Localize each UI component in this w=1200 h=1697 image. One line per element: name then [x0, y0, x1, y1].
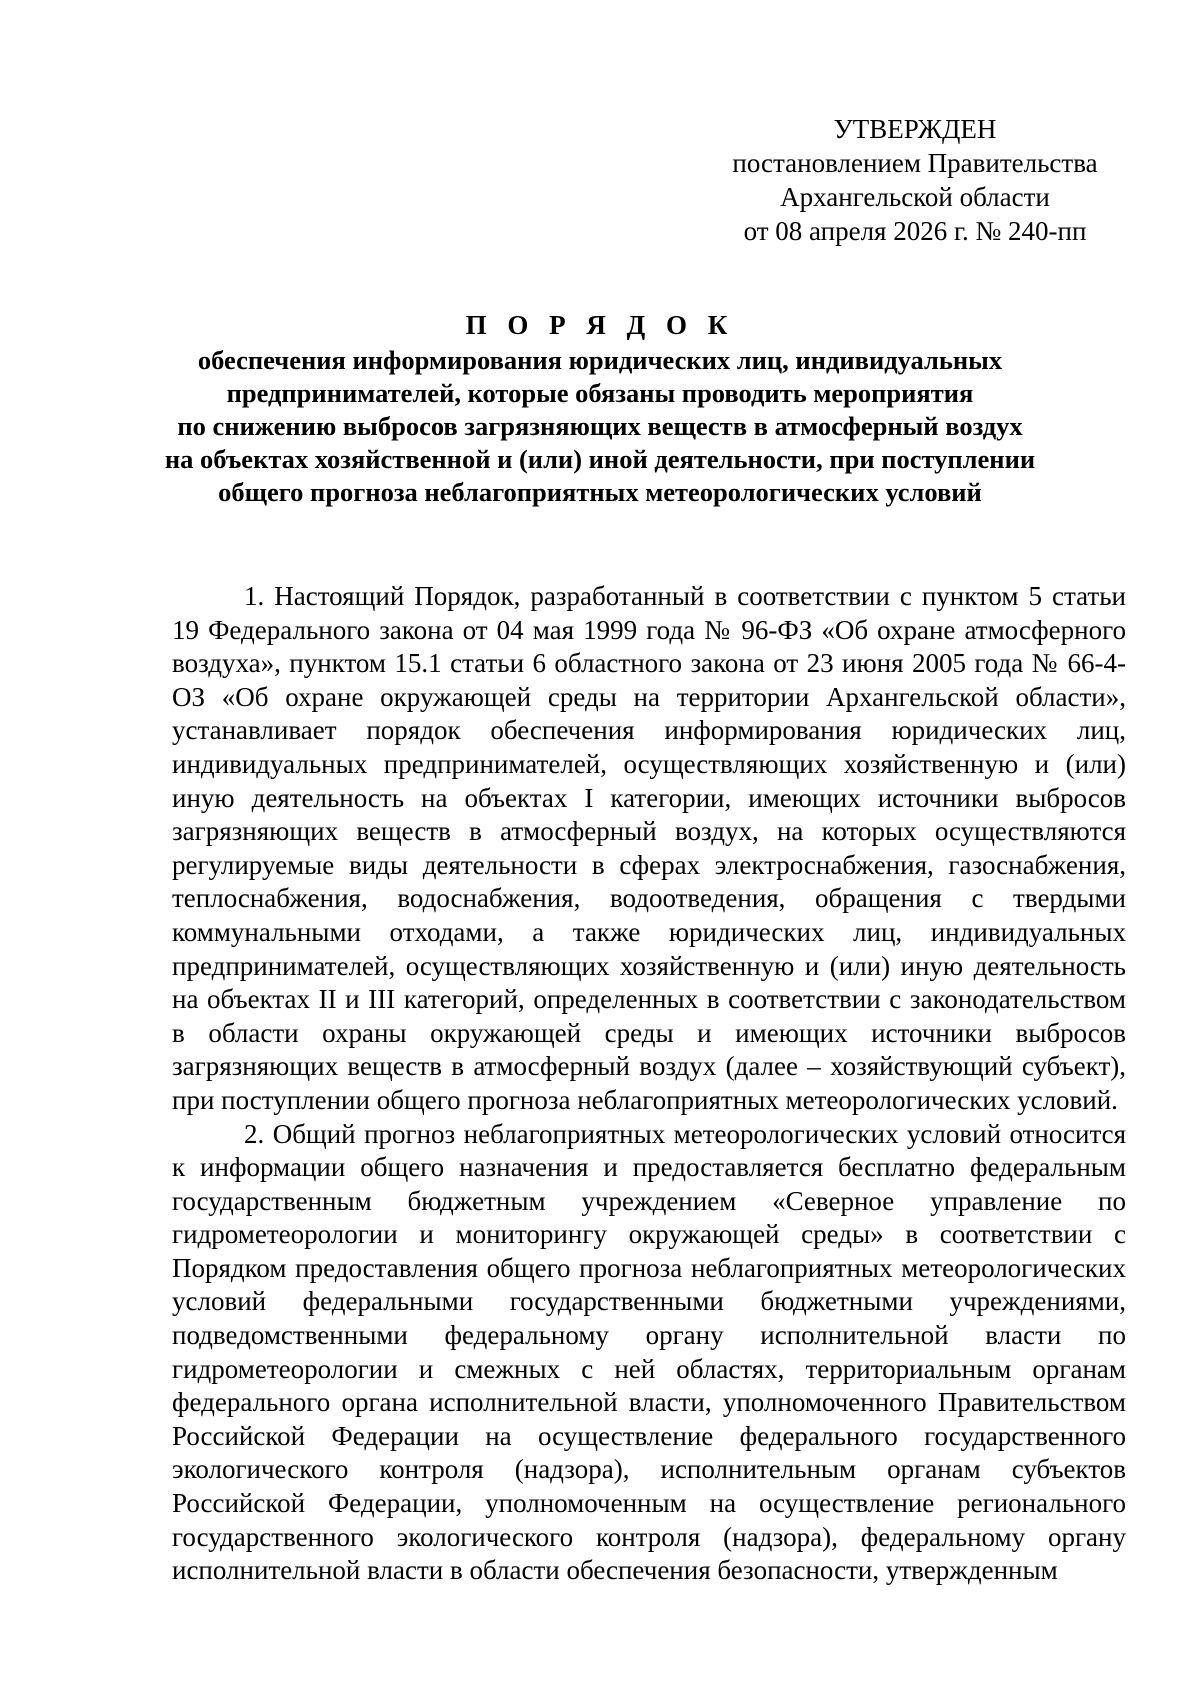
subtitle-line: предпринимателей, которые обязаны проводить мероприятия: [226, 378, 974, 408]
paragraph-1: 1. Настоящий Порядок, разработанный в соответствии с пунктом 5 статьи 19 Федерального закона от 04 мая 1999 года № 96-ФЗ «Об охране атмосферного воздуха», пунктом 15.1 статьи 6 областного закона от 23 июня 2005 года № 66-4-ОЗ «Об охране окружающей среды на территории Архангельской области», устанавливает порядок обеспечения информирования юридических лиц, индивидуальных предпринимателей, осуществляющих хозяйственную и (или) иную деятельность на объектах I категории, имеющих источники выбросов загрязняющих веществ в атмосферный воздух, на которых осуществляются регулируемые виды деятельности в сферах электроснабжения, газоснабжения, теплоснабжения, водоснабжения, водоотведения, обращения с твердыми коммунальными отходами, а также юридических лиц, индивидуальных предпринимателей, осуществляющих хозяйственную и (или) иную деятельность на объектах II и III категорий, определенных в соответствии с законодательством в области охраны окружающей среды и имеющих источники выбросов загрязняющих веществ в атмосферный воздух (далее – хозяйствующий субъект), при поступлении общего прогноза неблагоприятных метеорологических условий.: [172, 581, 1126, 1115]
document-body: [172, 580, 1126, 1588]
approval-stamp: [720, 112, 1110, 248]
document-title: П О Р Я Д О К: [465, 310, 735, 340]
paragraph-2: 2. Общий прогноз неблагоприятных метеорологических условий относится к информации общего назначения и предоставляется бесплатно федеральным государственным бюджетным учреждением «Северное управление по гидрометеорологии и мониторингу окружающей среды» в соответствии с Порядком предоставления общего прогноза неблагоприятных метеорологических условий федеральными государственными бюджетными учреждениями, подведомственными федеральному органу исполнительной власти по гидрометеорологии и смежных с ней областях, территориальным органам федерального органа исполнительной власти, уполномоченного Правительством Российской Федерации на осуществление федерального государственного экологического контроля (надзора), исполнительным органам субъектов Российской Федерации, уполномоченным на осуществление регионального государственного экологического контроля (надзора), федеральному органу исполнительной власти в области обеспечения безопасности, утвержденным: [172, 1118, 1126, 1586]
approval-resolution: постановлением Правительства: [732, 148, 1098, 178]
approval-date-number: от 08 апреля 2026 г. № 240-пп: [743, 216, 1087, 246]
subtitle-line: на объектах хозяйственной и (или) иной деятельности, при поступлении: [164, 444, 1036, 474]
document-subtitle: [150, 344, 1050, 509]
approval-region: Архангельской области: [780, 182, 1050, 212]
subtitle-line: по снижению выбросов загрязняющих веществ в атмосферный воздух: [177, 411, 1023, 441]
approval-heading: УТВЕРЖДЕН: [833, 114, 997, 144]
document-title-block: [150, 308, 1050, 509]
subtitle-line: обеспечения информирования юридических лиц, индивидуальных: [197, 345, 1003, 375]
subtitle-line: общего прогноза неблагоприятных метеорологических условий: [218, 477, 982, 507]
